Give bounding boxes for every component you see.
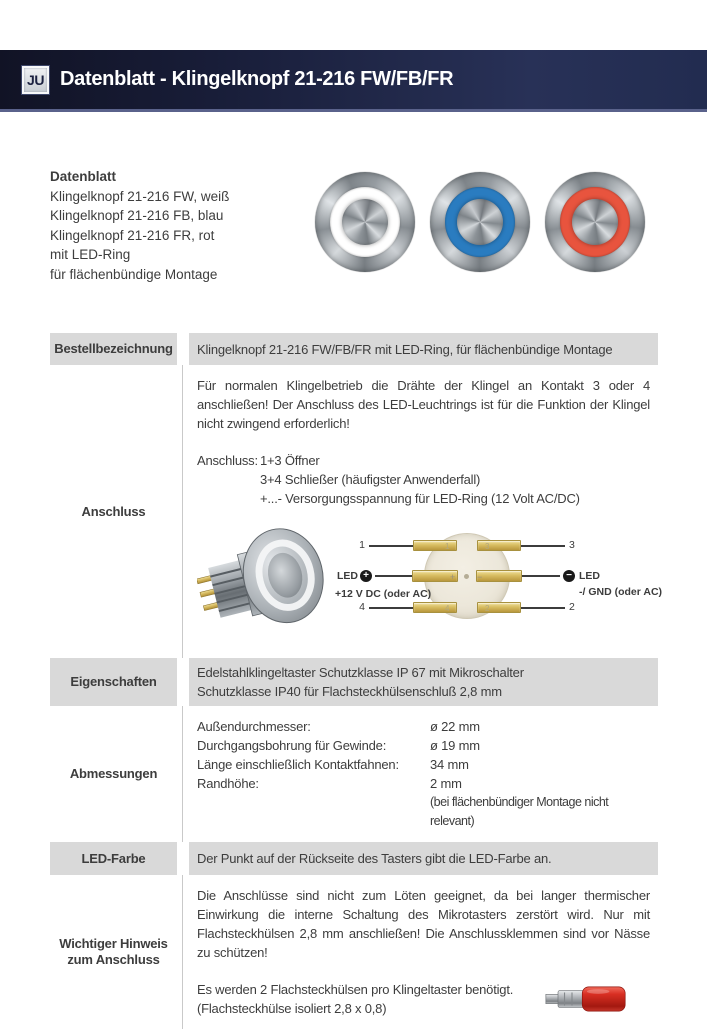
button-center [342, 199, 388, 245]
column-gap [177, 368, 189, 655]
terminal-4 [413, 602, 457, 613]
row-wichtiger-hinweis [50, 878, 658, 1026]
body-minus-mark: − [477, 572, 483, 582]
dimension-value: ø 19 mm [430, 738, 480, 753]
dimension-row [197, 736, 650, 755]
ground-label: -/ GND (oder AC) [579, 586, 663, 598]
flachsteckhuelse-photo [544, 983, 628, 1015]
body-pin-number: 3 [485, 542, 490, 551]
intro-line: für flächenbündige Montage [50, 266, 218, 282]
led-minus-label: LED [579, 570, 600, 582]
intro-line: Klingelknopf 21-216 FW, weiß [50, 188, 230, 204]
row-label: Eigenschaften [50, 658, 177, 706]
dimension-value: 34 mm [430, 757, 469, 772]
dimension-row [197, 774, 650, 793]
eigenschaften-line: Edelstahlklingeltaster Schutzklasse IP 67 mit Mikroschalter [197, 665, 524, 680]
row-eigenschaften [50, 658, 658, 706]
intro-block [50, 167, 229, 284]
body-pin-number: 1 [445, 542, 450, 551]
dimension-row [197, 755, 650, 774]
eigenschaften-line: Schutzklasse IP40 für Flachsteckhülsenschluß 2,8 mm [197, 684, 502, 699]
hinweis-line: Es werden 2 Flachsteckhülsen pro Klingeltaster benötigt. [197, 982, 514, 997]
anschluss-option: 1+3 Öffner [260, 453, 320, 468]
anschluss-paragraph: Für normalen Klingelbetrieb die Drähte der Klingel an Kontakt 3 oder 4 anschließen! Der Anschluss des LED-Leuchtrings ist für die Funktion der Klingel nicht zwingend erforderlich! [197, 378, 650, 431]
button-center [572, 199, 618, 245]
dimension-label: Länge einschließlich Kontaktfahnen: [197, 757, 399, 772]
intro-line: Klingelknopf 21-216 FB, blau [50, 208, 224, 223]
intro-line: mit LED-Ring [50, 247, 131, 262]
column-gap [177, 333, 189, 365]
wiring-diagram [335, 514, 663, 646]
row-content [189, 842, 658, 875]
header-bar [0, 50, 707, 112]
leader-line [369, 545, 413, 547]
terminal-2 [477, 602, 521, 613]
terminal-led-minus [476, 570, 522, 582]
anschluss-option: +...- Versorgungsspannung für LED-Ring (12 Volt AC/DC) [260, 491, 580, 506]
plus-terminal-icon: + [360, 570, 372, 582]
column-gap [177, 878, 189, 1026]
minus-terminal-icon: − [563, 570, 575, 582]
column-gap [177, 709, 189, 839]
anschluss-option: 3+4 Schließer (häufigster Anwenderfall) [260, 472, 481, 487]
row-content [189, 658, 658, 706]
row-content [189, 878, 658, 1026]
anschluss-options [260, 451, 580, 508]
bestellbezeichnung-text: Klingelknopf 21-216 FW/FB/FR mit LED-Ring, für flächenbündige Montage [197, 341, 613, 357]
dimension-label: Randhöhe: [197, 776, 259, 791]
column-gap [177, 658, 189, 706]
spec-table [50, 333, 663, 1029]
pin-label-1: 1 [359, 539, 365, 551]
dimension-label: Durchgangsbohrung für Gewinde: [197, 738, 387, 753]
button-side-photo [197, 514, 335, 646]
leader-line [375, 575, 412, 577]
row-label: Wichtiger Hinweis zum Anschluss [59, 936, 168, 967]
terminal-1 [413, 540, 457, 551]
hinweis-line: (Flachsteckhülse isoliert 2,8 x 0,8) [197, 1001, 387, 1016]
button-photo-blue [430, 172, 530, 272]
anschluss-diagram [197, 513, 663, 647]
ju-logo: JU [22, 66, 49, 94]
dimension-note: (bei flächenbündiger Montage nicht relevant) [430, 795, 609, 828]
row-led-farbe [50, 842, 658, 875]
intro-heading: Datenblatt [50, 169, 117, 184]
led-plus-label: LED [337, 570, 358, 582]
dimension-value: ø 22 mm [430, 719, 480, 734]
anschluss-list-label: Anschluss: [197, 453, 258, 468]
row-anschluss [50, 368, 663, 655]
button-photo-red [545, 172, 645, 272]
led-farbe-text: Der Punkt auf der Rückseite des Tasters gibt die LED-Farbe an. [197, 851, 552, 866]
hinweis-bottom [197, 980, 650, 1018]
leader-line [522, 575, 560, 577]
row-label: LED-Farbe [50, 842, 177, 875]
pin-label-3: 3 [569, 539, 575, 551]
product-photos [315, 172, 645, 272]
hinweis-paragraph: Die Anschlüsse sind nicht zum Löten geeignet, da bei langer thermischer Einwirkung die interne Schaltung des Mikrotasters zerstört wird. Nur mit Flachsteckhülsen 2,8 mm anschließen! Die Anschlussklemmen sind vor Nässe zu schützen! [197, 888, 650, 960]
body-pin-number: 4 [445, 604, 450, 613]
body-pin-number: 2 [485, 604, 490, 613]
dimension-value: 2 mm [430, 776, 462, 791]
led-color-dot [464, 574, 469, 579]
body-plus-mark: + [450, 572, 456, 582]
row-label: Abmessungen [69, 766, 158, 781]
dimension-label: Außendurchmesser: [197, 719, 311, 734]
supply-voltage-label: +12 V DC (oder AC) [335, 588, 432, 600]
row-bestellbezeichnung [50, 333, 658, 365]
button-center [457, 199, 503, 245]
row-label: Bestellbezeichnung [50, 333, 177, 365]
column-gap [177, 842, 189, 875]
dimension-row [197, 717, 650, 736]
pin-label-2: 2 [569, 601, 575, 613]
button-photo-white [315, 172, 415, 272]
leader-line [521, 545, 565, 547]
terminal-3 [477, 540, 521, 551]
row-content [189, 709, 658, 839]
hinweis-lines [197, 980, 544, 1018]
leader-line [369, 607, 413, 609]
row-content [189, 368, 663, 655]
leader-line [521, 607, 565, 609]
row-label: Anschluss [81, 503, 146, 519]
pin-label-4: 4 [359, 601, 365, 613]
row-abmessungen [50, 709, 658, 839]
anschluss-list [197, 451, 650, 508]
intro-line: Klingelknopf 21-216 FR, rot [50, 227, 215, 243]
row-content [189, 333, 658, 365]
page-title: Datenblatt - Klingelknopf 21-216 FW/FB/FR [60, 68, 454, 90]
